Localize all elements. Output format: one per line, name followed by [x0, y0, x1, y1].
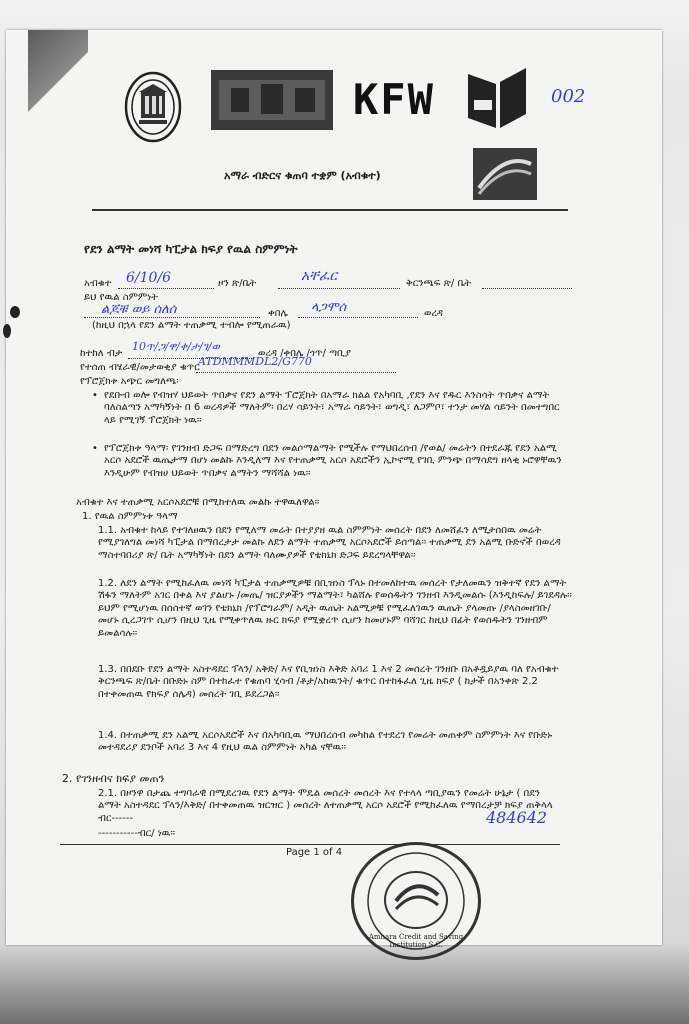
section-2-title: 2. የገንዘብና ክፍያ መጠን: [62, 772, 165, 785]
kebele-line: [298, 317, 418, 318]
partner-book-logo: [466, 66, 528, 132]
name-line: [84, 317, 260, 318]
address-label: ከተከለ ብታ: [80, 348, 123, 359]
institution-seal: [351, 842, 481, 960]
branch-office-label: ቅርንጫፍ ጽ/ ቤት: [406, 278, 472, 289]
branch-label: አብቁተ: [84, 278, 112, 289]
section-1-title: 1. የዉል ስምምነቱ ዓላማ: [82, 511, 178, 522]
organization-title: አማራ ብድርና ቁጠባ ተቋም (አብቁተ): [224, 169, 381, 182]
banner-photo-logo: [211, 70, 333, 130]
id-label: የተሰጠ ብሄራዊ/መታወቂያ ቁጥር: [80, 362, 200, 373]
acsi-logo: [473, 148, 537, 200]
footer-divider: [60, 844, 560, 845]
handwritten-address: 10ጥ/ጋ/ዋ/ቀ/ታ/ገ/ወ: [132, 340, 220, 353]
woreda-label: ወረዳ: [424, 308, 443, 319]
zone-line: [278, 288, 400, 289]
bullet-1: • የደቡብ ወሎ የብዝሃ ህይወት ጥበቃና የደን ልማት ፕሮጀክት በአማራ ክልል የአካባቢ ,የደን እና የዱር እንስሳት ጥበቃና ልማት ባለስልጣን አማካኝነት በ 6 ወረዳዎች ማለትም፡ በረሃ ሳይንት፣ አማራ ሳይንት፣ ወግዲ፣ ለጋምቦ፣ ተንታ መሃል ሳይንት በመተግበር ላይ የሚገኝ ፕሮጀክት ነዉ፡፡: [92, 390, 560, 426]
clause-1-2: 1.2. ለደን ልማት የሚከፈለዉ መነሻ ካፒታል ተጠቃሚዎቹ በቢዝነስ ፕላኑ በተመለከተዉ መሰረት የታለመዉን ዝቅተኛ የደን ልማት ሽፋን ማለትም አገር በቀል እና ያልሆኑ /መጤ/ ዝርያዎችን ማልማት፣ ካልሸሉ የወሰዱትን ገንዘብ እንዲመልሱ (እንዲከፍሉ/ ይገደዳሉ፡፡ ይህም የሚሆነዉ በሰሰተኛ ወገን የቴክኒክ /የፕሮግራም/ አዲት ዉጤት አልሚዎቹ የሚፈለገዉን ዉጤት ያላመጡ /ያላስመዘገቡ/ መሆኑ ሲረጋገጥ ሲሆን በዚህ ጊዜ የሚቀጥለዉ ዙር ክፍያ የሚቋረጥ ሲሆን ከመሆኑም ባሻገር ከዚህ በፊት የወሰዱትን ገንዘብም ይመልሳሉ፡፡: [98, 578, 572, 639]
beneficiary-note: (ከዚህ በኋላ የደን ልማት ተጠቃሚ ተብሎ የሚጠራዉ): [92, 320, 291, 331]
handwritten-zone: አቸፈር: [301, 268, 338, 284]
kebele-label: ቀበሌ: [268, 308, 288, 319]
handwritten-kebele: ላጋሞሰ: [311, 300, 347, 315]
seal-text: Amhara Credit and Saving Institution S.C.: [368, 933, 464, 949]
project-summary-heading: የፕሮጀክቱ አጭር መግለጫ፡: [80, 376, 179, 387]
clause-1-4: 1.4. በተጠቃሚ ደን አልሚ አርሶአደሮች እና በአካባቢዉ ማህበረሰብ መካከል የተደረገ የመሬት መጠቀም ስምምነት እና የቡድኑ መተዳደሪያ ደንቦች አባሪ 3 እና 4 የዚህ ዉል ስምምነት አካል ናቸዉ፡፡: [98, 730, 553, 754]
zone-office-label: ዞን ጽ/ቤት: [218, 278, 257, 289]
handwritten-id-number: ATDMMMDL2/G770: [198, 355, 312, 368]
punch-hole: [10, 306, 20, 318]
handwritten-amount: 484642: [486, 808, 548, 827]
agreement-title: የደን ልማት መነሻ ካፒታል ክፍያ የዉል ስምምነት: [84, 242, 298, 256]
branch-line: [482, 288, 572, 289]
id-line: [196, 372, 396, 373]
clause-2-1: 2.1. በዞንዋ በታጨ ተግባራዊ በሚደረገዉ የደን ልማት ሞዴል መሰረት መሰረት እና የተላላ ጣቢያዉን የመሬት ሁኔታ ( በደን ልማት አስተዳደር ፕላን/እቅድ/ በተቀመጠዉ ዝርዝር ) መሰረት ለተጠቃሚ አርሶ አደሮች የሚከፈለዉ የማበረታቻ ክፍያ ጠቅላላ ብር------: [98, 788, 553, 824]
handwritten-date: 6/10/6: [126, 270, 172, 286]
clause-1-3: 1.3. በበደቡ የደን ልማት አስተዳደር ፕላን/ አቅድ/ እና የቢዝነስ እቅድ አባሪ 1 እና 2 መሰረት ገንዘቡ በአቶዷይያዉ ባለ የአብቁተ ቅርንጫፍ ጽ/ቤት በቡድኑ ስም በተከፈተ የቁጠባ ሂሳብ /ቶታ/አከዉንት/ ቁጥር በተከፋፈለ ጊዜ ክፍያ ( ከታች በአንቀጽ 2.2 በተቀመጠዉ የክፍያ ሰሌዳ) መሰረት ገቢ ይደረጋል፡፡: [98, 664, 559, 700]
header-divider: [92, 209, 568, 211]
document-page: [6, 30, 662, 949]
handwritten-page-number: 002: [551, 86, 586, 107]
kfw-logo-text: KFW: [353, 75, 435, 124]
bullet-2: • የፕሮጀክቱ ዓላማ፡ የገንዘብ ድጋፍ በማድረግ በደን መልሶማልማት የሚችሉ የማህበረሰብ /የወል/ መሬትን በተደራጁ የደን አልሚ አርሶ አደሮች ዉጤታማ በሆነ መልኩ እንዲለማ እና የተጠቃሚ አርሶ አደሮችን ኢኮኖሚ የገቢ ምንጭ በማሳደግ ዘላቂ ኑሮዋቸዉን እንዲሁም የብዝሀ ህይወት ጥበቃና ልማትን ማሻሻል ነዉ፡፡: [92, 443, 562, 479]
kfw-logo: [353, 74, 433, 126]
page-number: Page 1 of 4: [286, 847, 343, 858]
punch-hole: [3, 324, 11, 338]
date-line: [118, 288, 214, 289]
amhara-emblem-logo: [124, 70, 182, 144]
agreement-intro: አብቁተ እና ተጠቃሚ አርሶአደሮቹ በሚከተለዉ መልኩ ተዋዉለዋል፡፡: [76, 497, 320, 508]
address-end-label: ወረዳ /ቀበሌ /ጎጥ/ ጣቢያ: [258, 348, 351, 359]
handwritten-name: ልጆቹ ወይ ሰለሰ: [101, 302, 177, 317]
contract-intro: ይህ የዉል ስምምነት: [84, 292, 158, 303]
clause-2-1-end: -----------ብር/ ነዉ፡፡: [98, 828, 176, 839]
clause-1-1: 1.1. አብቁተ ከላይ የተገለፀዉን በደን የሚለማ መሬት በተያያዘ ዉል ስምምነት መሰረት በደን ለመሸፈን ለሚታሰበዉ መሬት የሚያገለግል መነሻ ካፒታል በማበረታታ መልኩ ለደን ልማት ተጠቃሚ አርሶአደሮች ይሰጣል፡፡ ተጠቃሚ ደን አልሚ ቡድኖች በወረዳ ማስተባበሪያ ጽ/ ቤት አማካኝነት በደን ልማት ባለሙያዎች የቴክኒክ ድጋፍ ይደረግላቸዋል፡፡: [98, 525, 561, 561]
